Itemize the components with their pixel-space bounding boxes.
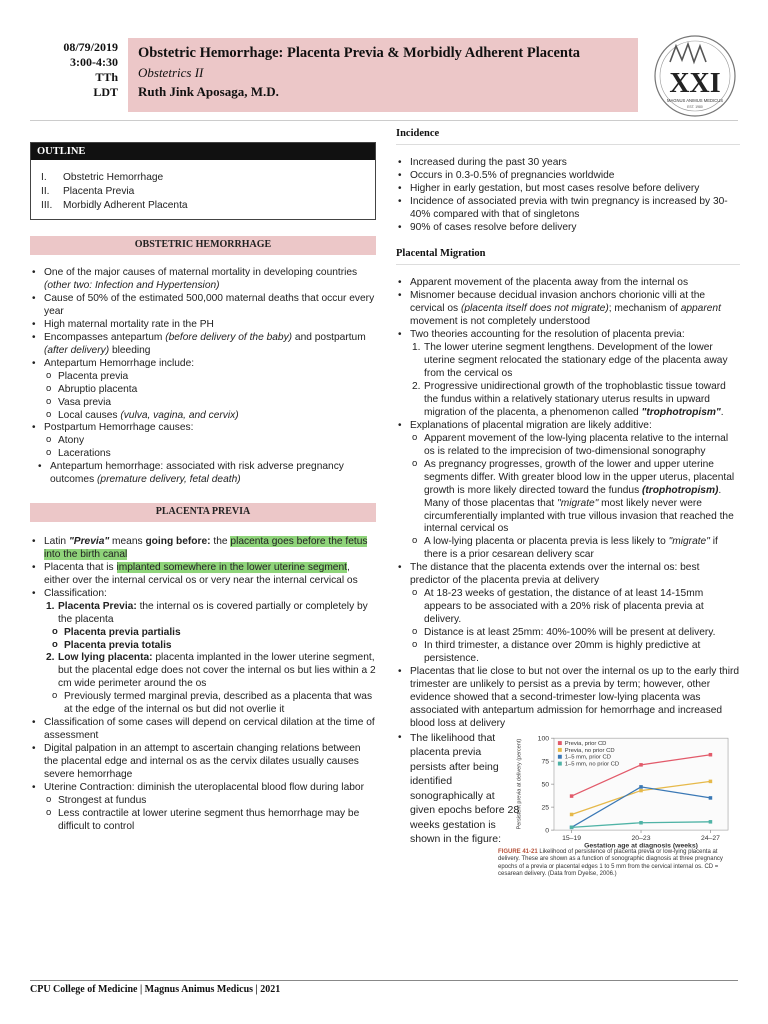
list-item: • Classification: 1. Placenta Previa: the internal os is covered partially or completely by the placenta o Placenta previa partialis o Placenta previa totalis 2. Low lying placenta: placenta implanted in the lower uterine segment, but the placental edge does not cover the internal os but lies within a 2 cm wide perimeter around the os o Previously termed marginal previa, described as a placenta that was at the edge of the internal os but did not overlie it bbox=[30, 588, 376, 718]
list-item: • Explanations of placental migration are likely additive: o Apparent movement of the low-lying placenta relative to the internal os is related to the imprecision of two-dimensional sonography o As pregnancy progresses, growth of the lower and upper uterine segments differ. With greater blood low in the upper uterus, placental growth is more likely directed toward the fundus (trophotropism). Many of those placentas that "migrate" most likely never were circumferentially implanted with true villous invasion that reached the internal cervical os o A low-lying placenta or placenta previa is less likely to "migrate" if there is a prior cesarean delivery scar bbox=[396, 420, 740, 562]
data-point bbox=[709, 753, 713, 757]
data-point bbox=[639, 763, 643, 767]
list-item: o Local causes (vulva, vagina, and cervix) bbox=[30, 410, 376, 423]
list-item: • Incidence of associated previa with twin pregnancy is increased by 30-40% compared with that of singletons bbox=[396, 196, 740, 222]
list-item: o Strongest at fundus bbox=[30, 795, 376, 808]
list-item: • Placentas that lie close to but not over the internal os up to the early third trimester are unlikely to persist as a previa by term; however, other evidence showed that a second-trimester low-lying placenta was associated with antepartum admission for hemorrhage and increased blood loss at delivery bbox=[396, 666, 740, 731]
y-tick-label: 50 bbox=[541, 781, 550, 789]
x-axis-label: Gestation age at diagnosis (weeks) bbox=[584, 842, 699, 849]
list-item: • Cause of 50% of the estimated 500,000 maternal deaths that occur every year bbox=[30, 293, 376, 319]
list-item: o Lacerations bbox=[30, 448, 376, 461]
y-tick-label: 25 bbox=[541, 804, 550, 812]
legend-label: Previa, prior CD bbox=[564, 740, 607, 747]
list-item: o As pregnancy progresses, growth of the lower and upper uterine segments differ. With greater blood low in the upper uterus, placental growth is more likely directed toward the fundus (trophotropism). Many of those placentas that "migrate" most likely never were circumferentially implanted with true villous invasion that reached the internal cervical os bbox=[396, 459, 740, 537]
page-title: Obstetric Hemorrhage: Placenta Previa & Morbidly Adherent Placenta bbox=[138, 45, 581, 61]
list-item: • Occurs in 0.3-0.5% of pregnancies worldwide bbox=[396, 170, 740, 183]
legend-swatch bbox=[558, 741, 562, 745]
legend-swatch bbox=[558, 755, 562, 759]
list-item: • Misnomer because decidual invasion anchors chorionic villi at the cervical os (placenta itself does not migrate); mechanism of apparent movement is not completely understood bbox=[396, 290, 740, 329]
list-item: o A low-lying placenta or placenta previa is less likely to "migrate" if there is a prior cesarean delivery scar bbox=[396, 536, 740, 562]
list-item: 2. Low lying placenta: placenta implanted in the lower uterine segment, but the placental edge does not cover the internal os but lies within a 2 cm wide perimeter around the os o Previously termed marginal previa, described as a placenta that was at the edge of the internal os but did not overlie it bbox=[30, 652, 376, 717]
logo-est: EST. 1980 bbox=[687, 105, 703, 109]
legend-swatch bbox=[558, 761, 562, 765]
y-axis-label: Persistent previa at delivery (percent) bbox=[516, 738, 523, 830]
placenta-previa-list bbox=[30, 536, 376, 834]
list-item: • Latin "Previa" means going before: the placenta goes before the fetus into the birth canal bbox=[30, 536, 376, 562]
y-tick-label: 100 bbox=[537, 735, 550, 743]
data-point bbox=[570, 812, 574, 816]
list-item: o Vasa previa bbox=[30, 397, 376, 410]
persistence-chart bbox=[509, 731, 740, 849]
logo-mark: XXI bbox=[669, 68, 721, 99]
list-item: 2. Progressive unidirectional growth of the trophoblastic tissue toward the fundus within a relatively stationary uterus results in upward migration of the placenta, a phenomenon called "trophotropism". bbox=[412, 381, 726, 418]
lecture-time: 3:00-4:30 bbox=[70, 55, 118, 69]
list-item: • Apparent movement of the placenta away from the internal os bbox=[396, 277, 740, 290]
legend-swatch bbox=[558, 748, 562, 752]
outline-item: I. Obstetric Hemorrhage bbox=[41, 172, 164, 184]
header-divider bbox=[30, 120, 738, 121]
data-point bbox=[639, 789, 643, 793]
title-band bbox=[128, 38, 638, 112]
data-point bbox=[709, 796, 713, 800]
section-heading-placenta-previa: PLACENTA PREVIA bbox=[30, 503, 376, 522]
list-item: • Uterine Contraction: diminish the uteroplacental blood flow during labor o Strongest at fundus o Less contractile at lower uterine segment thus hemorrhage may be difficult to control bbox=[30, 782, 376, 834]
data-point bbox=[709, 779, 713, 783]
list-item: • Classification of some cases will depend on cervical dilation at the time of assessment bbox=[30, 717, 376, 743]
list-item: o Placenta previa totalis bbox=[44, 640, 376, 653]
outline-list bbox=[31, 160, 375, 219]
y-tick-label: 75 bbox=[541, 758, 550, 766]
data-point bbox=[570, 825, 574, 829]
lecture-date: 08/79/2019 bbox=[63, 40, 118, 54]
section-heading-obstetric-hemorrhage: OBSTETRIC HEMORRHAGE bbox=[30, 236, 376, 255]
list-item: • Digital palpation in an attempt to ascertain changing relations between the placental edge and internal os as the cervix dilates usually causes severe hemorrhage bbox=[30, 743, 376, 782]
logo-text: MAGNUS ANIMUS MEDICUS bbox=[666, 98, 724, 103]
figure-caption: FIGURE 41-21 Likelihood of persistence of placenta previa or low-lying placenta at delivery. These are shown as a function of sonographic diagnosis at three pregnancy epochs of a previa or placental edges 1 to 5 mm from the cervical internal os. CD = cesarean delivery. (Data from Dyelse, 2006.) bbox=[498, 848, 723, 878]
list-item: o Less contractile at lower uterine segment thus hemorrhage may be difficult to control bbox=[30, 808, 376, 834]
list-item: • Antepartum hemorrhage: associated with risk adverse pregnancy outcomes (premature delivery, fetal death) bbox=[36, 461, 376, 487]
section-divider bbox=[396, 264, 740, 265]
lecturer-name: Ruth Jink Aposaga, M.D. bbox=[138, 83, 279, 99]
outline-item: III. Morbidly Adherent Placenta bbox=[41, 200, 188, 212]
obstetric-hemorrhage-list bbox=[30, 267, 376, 487]
legend-label: 1–5 mm, no prior CD bbox=[564, 761, 620, 768]
lecture-venue: LDT bbox=[93, 85, 118, 99]
outline-box bbox=[30, 142, 376, 220]
list-item: o Placenta previa partialis bbox=[44, 627, 376, 640]
list-item: • Placenta that is implanted somewhere in the lower uterine segment, either over the internal cervical os or very near the internal cervical os bbox=[30, 562, 376, 588]
section-heading-placental-migration: Placental Migration bbox=[396, 248, 486, 260]
list-item: • Increased during the past 30 years bbox=[396, 157, 740, 170]
page-footer: CPU College of Medicine | Magnus Animus Medicus | 2021 bbox=[30, 980, 738, 997]
outline-item: II. Placenta Previa bbox=[41, 186, 135, 198]
list-item: • 90% of cases resolve before delivery bbox=[396, 222, 740, 235]
list-item: o Abruptio placenta bbox=[30, 384, 376, 397]
list-item: • Encompasses antepartum (before delivery of the baby) and postpartum (after delivery) bleeding bbox=[30, 332, 376, 358]
right-column bbox=[396, 127, 740, 879]
list-item: o Distance is at least 25mm: 40%-100% will be present at delivery. bbox=[396, 627, 740, 640]
data-point bbox=[639, 785, 643, 789]
figure-intro-list bbox=[396, 731, 519, 849]
list-item: o At 18-23 weeks of gestation, the distance of at least 14-15mm appears to be associated with a 20% risk of placenta previa at delivery. bbox=[396, 588, 740, 627]
list-item: • Postpartum Hemorrhage causes: o Atony o Lacerations bbox=[30, 422, 376, 461]
x-tick-label: 20–23 bbox=[631, 834, 651, 842]
data-point bbox=[639, 821, 643, 825]
list-item: • The likelihood that placenta previa persists after being identified sonographically at given epochs before 28 weeks gestation is shown in the figure: bbox=[396, 731, 519, 847]
list-item: 1. The lower uterine segment lengthens. Development of the lower uterine segment relocated the stationary edge of the placenta away from the cervical os bbox=[412, 342, 728, 380]
list-item: • Antepartum Hemorrhage include: o Placenta previa o Abruptio placenta o Vasa previa o Local causes (vulva, vagina, and cervix) bbox=[30, 358, 376, 423]
section-heading-incidence: Incidence bbox=[396, 128, 440, 139]
outline-heading: OUTLINE bbox=[31, 143, 375, 160]
list-item: o Atony bbox=[30, 435, 376, 448]
lecture-meta bbox=[30, 40, 118, 100]
lecture-days: TTh bbox=[95, 70, 118, 84]
data-point bbox=[570, 794, 574, 798]
list-item: • Two theories accounting for the resolution of placenta previa: 1. The lower uterine segment lengthens. Development of the lower uterine segment relocated the stationary edge of the placenta away from the cervical os 2. Progressive unidirectional growth of the trophoblastic tissue toward the fundus within a relatively stationary uterus results in upward migration of the placenta, a phenomenon called "trophotropism". bbox=[396, 329, 740, 420]
list-item: o In third trimester, a distance over 20mm is highly predictive at persistence. bbox=[396, 640, 740, 666]
data-point bbox=[709, 820, 713, 824]
list-item: 1. Placenta Previa: the internal os is covered partially or completely by the placenta o Placenta previa partialis o Placenta previa totalis bbox=[30, 601, 376, 653]
figure-row bbox=[396, 731, 740, 849]
placental-migration-list bbox=[396, 277, 740, 730]
incidence-list bbox=[396, 157, 740, 235]
list-item: o Previously termed marginal previa, described as a placenta that was at the edge of the internal os but did not overlie it bbox=[44, 691, 376, 717]
batch-logo bbox=[652, 32, 738, 120]
list-item: • One of the major causes of maternal mortality in developing countries (other two: Infection and Hypertension) bbox=[30, 267, 376, 293]
legend-label: Previa, no prior CD bbox=[564, 747, 615, 754]
section-divider bbox=[396, 144, 740, 145]
list-item: • High maternal mortality rate in the PH bbox=[30, 319, 376, 332]
x-tick-label: 15–19 bbox=[562, 834, 582, 842]
list-item: • Higher in early gestation, but most cases resolve before delivery bbox=[396, 183, 740, 196]
list-item: o Placenta previa bbox=[30, 371, 376, 384]
list-item: • The distance that the placenta extends over the internal os: best predictor of the placenta previa at delivery o At 18-23 weeks of gestation, the distance of at least 14-15mm appears to be associated with a 20% risk of placenta previa at delivery. o Distance is at least 25mm: 40%-100% will be present at delivery. o In third trimester, a distance over 20mm is highly predictive at persistence. bbox=[396, 562, 740, 666]
subject-title: Obstetrics II bbox=[138, 65, 204, 81]
legend-label: 1–5 mm, prior CD bbox=[564, 754, 612, 761]
list-item: o Apparent movement of the low-lying placenta relative to the internal os is related to the imprecision of two-dimensional sonography bbox=[396, 433, 740, 459]
y-tick-label: 0 bbox=[545, 827, 550, 835]
left-column bbox=[30, 142, 376, 834]
x-tick-label: 24–27 bbox=[701, 834, 721, 842]
